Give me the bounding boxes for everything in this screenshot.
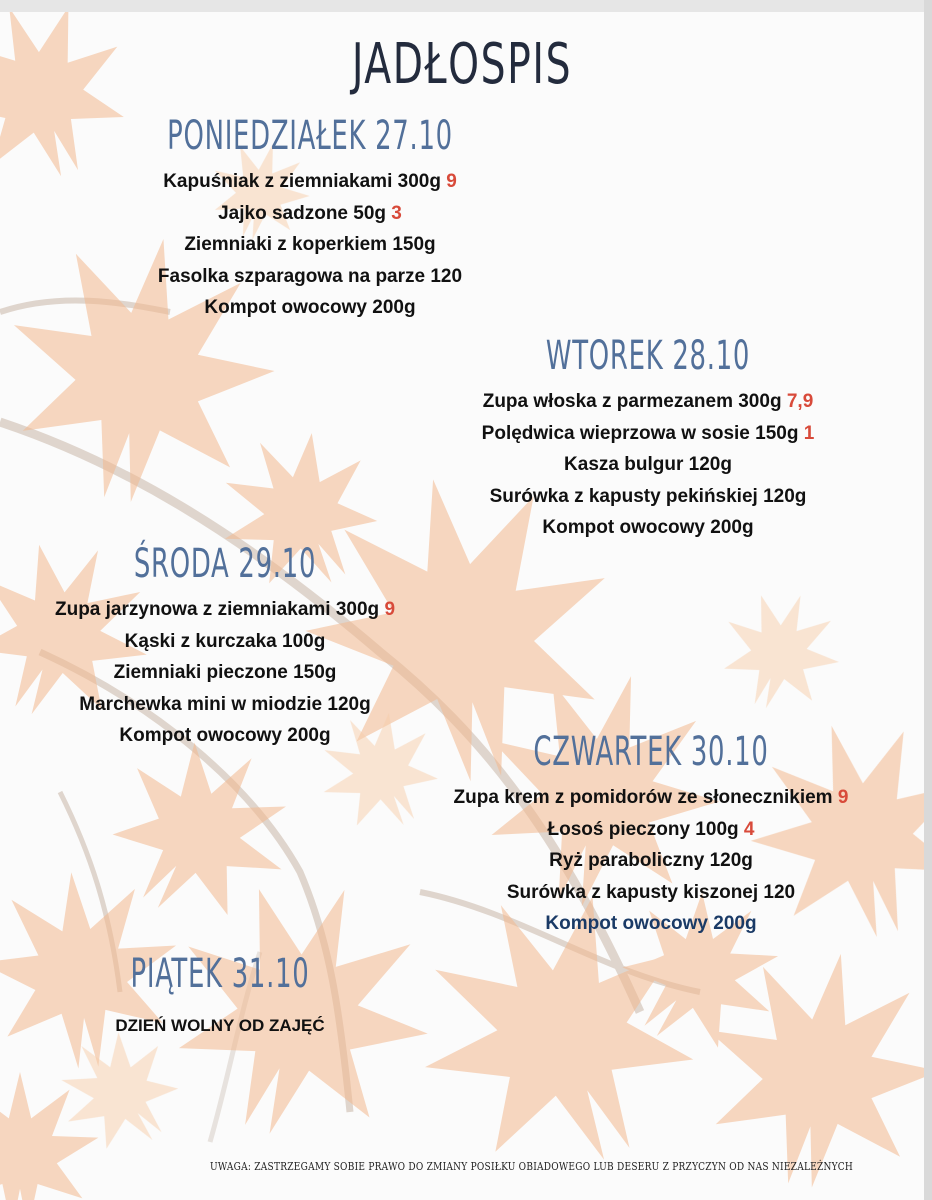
menu-items — [428, 386, 868, 544]
menu-item: Kompot owocowy 200g — [204, 297, 416, 318]
allergen-code: 9 — [384, 599, 396, 620]
menu-item: Kompot owocowy 200g — [542, 517, 754, 538]
menu-page — [0, 12, 924, 1200]
menu-item: Polędwica wieprzowa w sosie 150g 1 — [481, 422, 815, 444]
day-monday — [100, 112, 520, 324]
menu-item: Kapuśniak z ziemniakami 300g 9 — [163, 171, 457, 192]
menu-items — [396, 782, 906, 940]
menu-item: Ryż paraboliczny 120g — [549, 850, 753, 871]
menu-item: Surówka z kapusty kiszonej 120 — [506, 881, 796, 903]
menu-item: Fasolka szparagowa na parze 120 — [157, 265, 463, 287]
allergen-code: 3 — [391, 202, 402, 224]
day-friday — [60, 950, 380, 1042]
menu-item: Zupa krem z pomidorów ze słonecznikiem 9 — [453, 787, 849, 808]
allergen-code: 4 — [743, 818, 755, 840]
allergen-code: 1 — [803, 422, 815, 444]
day-tuesday — [428, 332, 868, 544]
day-wednesday — [10, 540, 440, 752]
menu-items — [10, 594, 440, 752]
menu-item: Zupa włoska z parmezanem 300g 7,9 — [482, 391, 814, 412]
menu-item: Kąski z kurczaka 100g — [124, 630, 326, 652]
menu-item: DZIEŃ WOLNY OD ZAJĘĆ — [115, 1016, 325, 1035]
footer-note: UWAGA: ZASTRZEGAMY SOBIE PRAWO DO ZMIANY POSIŁKU OBIADOWEGO LUB DESERU Z PRZYCZYN OD NAS NIEZALEŻNYCH — [210, 1160, 853, 1173]
menu-item: Zupa jarzynowa z ziemniakami 300g 9 — [54, 599, 396, 620]
menu-item: Kasza bulgur 120g — [564, 454, 732, 475]
allergen-code: 9 — [837, 787, 849, 808]
day-heading: ŚRODA 29.10 — [133, 541, 317, 587]
menu-item: Surówka z kapusty pekińskiej 120g — [489, 485, 807, 507]
menu-item: Kompot owocowy 200g — [119, 725, 331, 746]
menu-item: Ziemniaki pieczone 150g — [113, 662, 337, 683]
day-heading: PONIEDZIAŁEK 27.10 — [167, 113, 453, 159]
menu-item: Marchewka mini w miodzie 120g — [79, 693, 371, 715]
menu-item: Ziemniaki z koperkiem 150g — [184, 234, 436, 255]
allergen-code: 7,9 — [786, 391, 814, 412]
day-heading: PIĄTEK 31.10 — [130, 951, 310, 997]
allergen-code: 9 — [446, 171, 457, 192]
day-heading: CZWARTEK 30.10 — [533, 729, 769, 775]
menu-title: JADŁOSPIS — [351, 32, 573, 97]
menu-item: Kompot owocowy 200g — [545, 913, 757, 934]
menu-items — [60, 1010, 380, 1042]
day-thursday — [396, 728, 906, 940]
menu-items — [100, 166, 520, 324]
page-edge-shadow — [924, 0, 932, 1200]
menu-item: Jajko sadzone 50g 3 — [218, 202, 402, 224]
day-heading: WTOREK 28.10 — [545, 333, 751, 379]
menu-item: Łosoś pieczony 100g 4 — [547, 818, 755, 840]
